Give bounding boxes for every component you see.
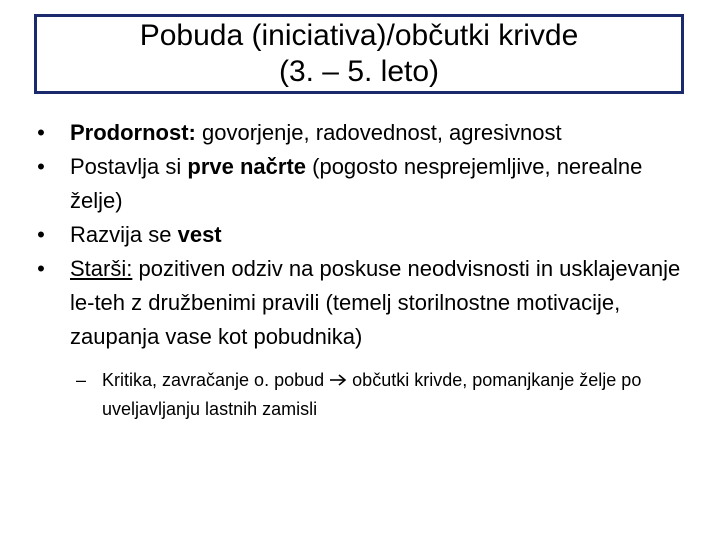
sub-bullet-marker: – xyxy=(76,370,87,390)
bullet-underlined-term: Starši: xyxy=(70,256,133,281)
sub-bullet-text: občutki krivde, pomanjkanje želje po uveljavljanju lastnih zamisli xyxy=(102,370,642,419)
slide-title-line-1: Pobuda (iniciativa)/občutki krivde xyxy=(139,19,579,52)
right-arrow-icon xyxy=(329,373,347,387)
bullet-bold-term: Prodornost: xyxy=(70,120,196,145)
bullet-item-nacrti xyxy=(30,150,700,218)
bullet-marker: • xyxy=(37,222,45,247)
sub-bullet-kritika xyxy=(76,366,700,424)
bullet-item-vest xyxy=(30,218,700,252)
bullet-marker: • xyxy=(37,120,45,145)
sub-bullet-text: Kritika, zavračanje o. pobud xyxy=(102,370,325,390)
bullet-text: govorjenje, radovednost, agresivnost xyxy=(195,120,562,145)
bullet-item-prodornost xyxy=(30,116,700,150)
bullet-bold-term: prve načrte xyxy=(187,154,307,179)
slide-title-line-2: (3. – 5. leto) xyxy=(278,55,440,88)
bullet-marker: • xyxy=(37,154,45,179)
bullet-text: (pogosto nesprejemljive, nerealne želje) xyxy=(70,154,643,213)
bullet-text: Razvija se xyxy=(70,222,178,247)
slide-title-box xyxy=(34,14,684,94)
bullet-marker: • xyxy=(37,256,45,281)
bullet-bold-term: vest xyxy=(177,222,222,247)
bullet-text: pozitiven odziv na poskuse neodvisnosti in usklajevanje le-teh z družbenimi pravili (temelj storilnostne motivacije, zaupanja vase kot pobudnika) xyxy=(70,256,681,349)
bullet-item-starsi xyxy=(30,252,700,354)
bullet-list xyxy=(30,116,700,424)
bullet-text: Postavlja si xyxy=(70,154,188,179)
